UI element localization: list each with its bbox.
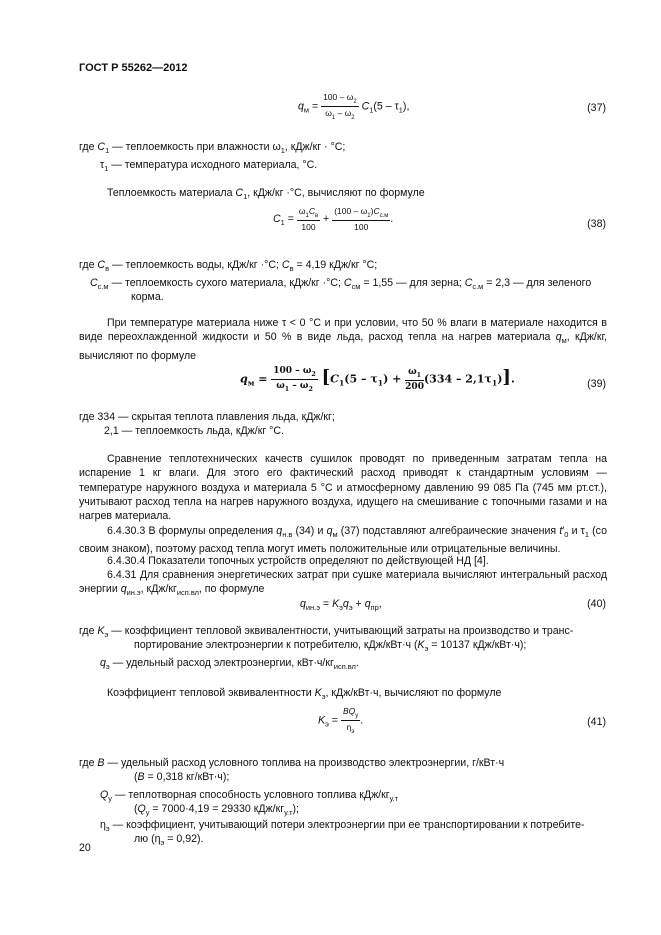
where-line-cont: корма.	[131, 291, 164, 303]
paragraph: 6.4.31 Для сравнения энергетических затрат при сушке материала вычисляют интегральный расход энергии $q_{ин.э}$, кДж/$кг_{исп.вл}$, по формуле	[79, 569, 607, 598]
where-line: $Q_у$ — теплотворная способность условного топлива кДж/$кг_{у.т}$	[100, 789, 399, 803]
equation-number: (38)	[587, 218, 606, 230]
document-header: ГОСТ Р 55262—2012	[79, 62, 188, 74]
equation-number: (37)	[587, 102, 606, 114]
where-line: где $K_э$ — коэффициент тепловой эквивалентности, учитывающий затраты на производство и транс-	[79, 625, 574, 639]
paragraph: 6.4.30.3 В формулы определения $q_{н.в}$ (34) и $q_м$ (37) подставляют алгебраические значения $t'_0$ и $\tau_1$ (со своим знаком), поэтому расход тепла могут иметь положительные или отрицательные величины.	[79, 525, 607, 556]
equation-37: $q_м$ = $\frac{100 - \omega_2}{\omega_1 - \omega_2}$ $C_1(5 - \tau_1)$,	[298, 92, 410, 121]
where-line: $q_э$ — удельный расход электроэнергии, $кВт\cdot ч/кг_{исп.вл}$.	[100, 657, 359, 671]
where-line: 2,1 — теплоемкость льда, кДж/кг °С.	[104, 425, 284, 437]
equation-40: $q_{ин.э} = K_эq_э + q_{пр}$,	[300, 598, 382, 612]
equation-41: $K_э$ = $\frac{BQ_у}{\eta_э}$ .	[318, 706, 364, 735]
where-line: (B = 0,318 кг/кВт·ч);	[134, 771, 230, 783]
where-line: $\tau_1$ — температура исходного материала, °С.	[100, 159, 318, 173]
paragraph: Теплоемкость материала $C_1$, кДж/кг ·°С, вычисляют по формуле	[107, 187, 425, 201]
paragraph: 6.4.30.4 Показатели топочных устройств определяют по действующей НД [4].	[107, 555, 489, 567]
page-number: 20	[79, 842, 91, 854]
equation-38: $C_1$ = $\frac{\omega_1C_в}{100}$ + $\frac{(100 - \omega_1)C_{с.м}}{100}$ .	[273, 206, 394, 232]
paragraph: Коэффициент тепловой эквивалентности $K_э$, кДж/кВт·ч, вычисляют по формуле	[107, 687, 502, 701]
paragraph: Сравнение теплотехнических качеств сушилок проводят по приведенным затратам тепла на испарение 1 кг влаги. Для этого его фактический расход приводят к стандартным условиям — температуре наружного воздуха и материала 5 °С и атмосферному давлению 99 085 Па (745 мм рт.ст.), учитывают расход тепла на нагрев наружного воздуха, идущего на смешивание с топочными газами и на нагрев материала.	[79, 453, 607, 523]
where-line: где 334 — скрытая теплота плавления льда, кДж/кг;	[79, 411, 335, 423]
where-line: лю $(\eta_э = 0,92)$.	[134, 833, 204, 847]
equation-number: (41)	[587, 716, 606, 728]
where-line: где $C_1$ — теплоемкость при влажности $\omega_1$, кДж/кг · °С;	[79, 141, 346, 155]
where-line: где $C_в$ — теплоемкость воды, кДж/кг ·°С; $C_в = 4,19$ кДж/кг °С;	[79, 259, 378, 273]
where-line: где B — удельный расход условного топлива на производство электроэнергии, г/кВт·ч	[79, 757, 505, 769]
equation-39: $q_м$ = $\frac{100 - \omega_2}{\omega_1 - \omega_2}$ [$C_1(5 - \tau_1)$ + $\frac{\omega_1}{200}$ $(334 - 2,1\tau_1)$].	[240, 366, 515, 393]
where-line: $C_{с.м}$ — теплоемкость сухого материала, кДж/кг ·°С; $C_{см} = 1,55$ — для зерна; $C_{с.м} = 2,3$ — для зеленого	[90, 277, 592, 291]
equation-number: (39)	[587, 378, 606, 390]
paragraph: При температуре материала ниже τ < 0 °С и при условии, что 50 % влаги в материале находится в виде переохлажденной жидкости и 50 % в виде льда, расход тепла на нагрев материала $q_м$, кДж/кг, вычисляют по формуле	[79, 317, 608, 362]
where-line: $\eta_э$ — коэффициент, учитывающий потери электроэнергии при ее транспортировании к потребите-	[100, 819, 585, 833]
where-line: портирование электроэнергии к потребителю, кДж/кВт·ч ($K_э = 10137$ кДж/кВт·ч);	[134, 639, 527, 653]
equation-number: (40)	[587, 598, 606, 610]
where-line: ($Q_у = 7000\cdot 4,19 = 29330$ кДж/$кг_{у.т}$);	[134, 803, 299, 817]
